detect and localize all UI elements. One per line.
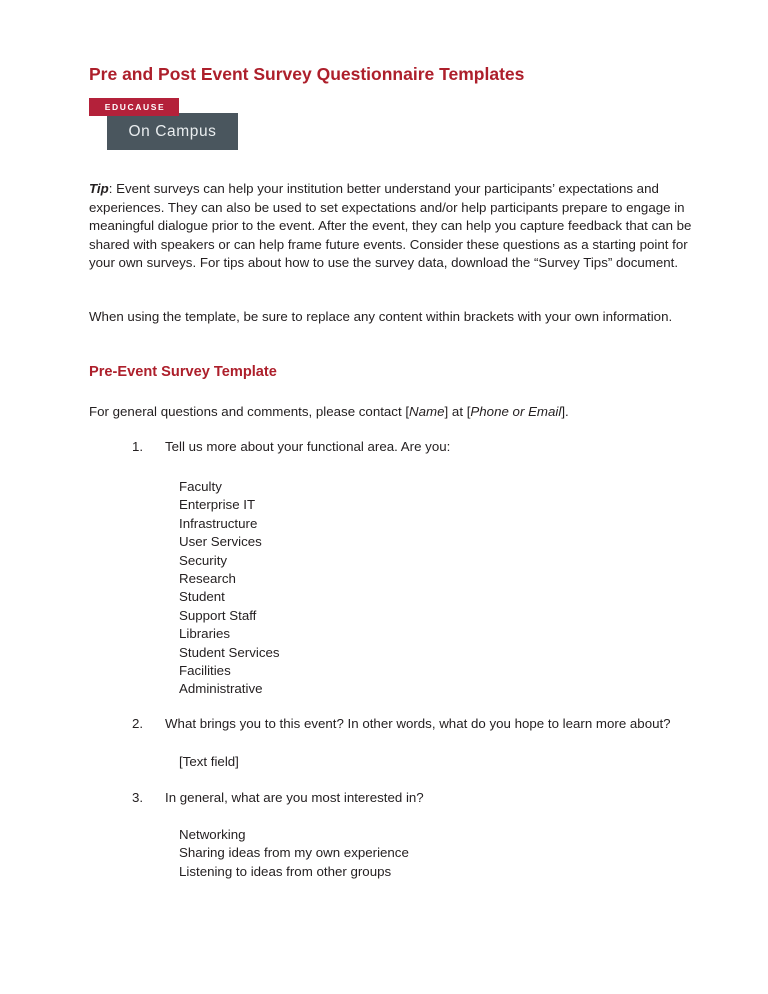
tip-paragraph [89,180,697,273]
list-item: Research [179,571,236,587]
question-3-text: In general, what are you most interested in? [165,790,424,805]
brackets-note-paragraph: When using the template, be sure to replace any content within brackets with your own information. [89,309,673,324]
list-item: Student [179,589,225,605]
question-3 [132,789,702,808]
list-item: Administrative [179,681,263,697]
list-item: Student Services [179,644,280,660]
contact-text-part3: ]. [561,404,569,419]
question-3-row [132,789,702,808]
question-1-text: Tell us more about your functional area. Are you: [165,439,451,454]
question-2-text: What brings you to this event? In other words, what do you hope to learn more about? [165,716,671,731]
question-1-number: 1. [132,439,144,454]
question-2-row [132,715,702,734]
contact-text-part1: For general questions and comments, please contact [ [89,404,410,419]
question-2-text-field-placeholder: [Text field] [179,754,239,769]
question-3-number: 3. [132,790,144,805]
tip-body: : Event surveys can help your institution better understand your participants’ expectations and experiences. They can also be used to set expectations and/or help participants prepare to engage in meaningful dialogue prior to the event. After the event, they can help you capture feedback that can be shared with speakers or can help frame future events. Consider these questions as a starting point for your own surveys. For tips about how to use the survey data, download the “Survey Tips” document. [89,181,692,271]
question-1-row [132,438,702,457]
name-placeholder: Name [409,404,445,419]
on-campus-badge: On Campus [107,113,238,150]
question-1-answers [179,478,280,699]
educause-on-campus-logo [89,98,339,156]
section-heading-pre-event: Pre-Event Survey Template [89,364,277,380]
question-2-number: 2. [132,716,144,731]
list-item: Infrastructure [179,515,258,531]
list-item: Networking [179,827,246,842]
list-item: Support Staff [179,607,257,623]
contact-line [89,403,697,422]
educause-badge: EDUCAUSE [89,98,179,116]
list-item: Sharing ideas from my own experience [179,845,409,861]
contact-placeholder: Phone or Email [470,404,562,419]
question-3-answers [179,826,409,881]
question-1 [132,438,702,457]
list-item: User Services [179,534,262,550]
contact-text-part2: ] at [ [444,404,471,419]
page-title: Pre and Post Event Survey Questionnaire Templates [89,64,525,84]
list-item: Facilities [179,663,231,679]
list-item: Listening to ideas from other groups [179,863,392,879]
list-item: Security [179,552,228,568]
list-item: Libraries [179,626,230,642]
list-item: Enterprise IT [179,497,256,513]
list-item: Faculty [179,479,222,494]
question-2 [132,715,702,734]
tip-label: Tip [89,181,109,196]
